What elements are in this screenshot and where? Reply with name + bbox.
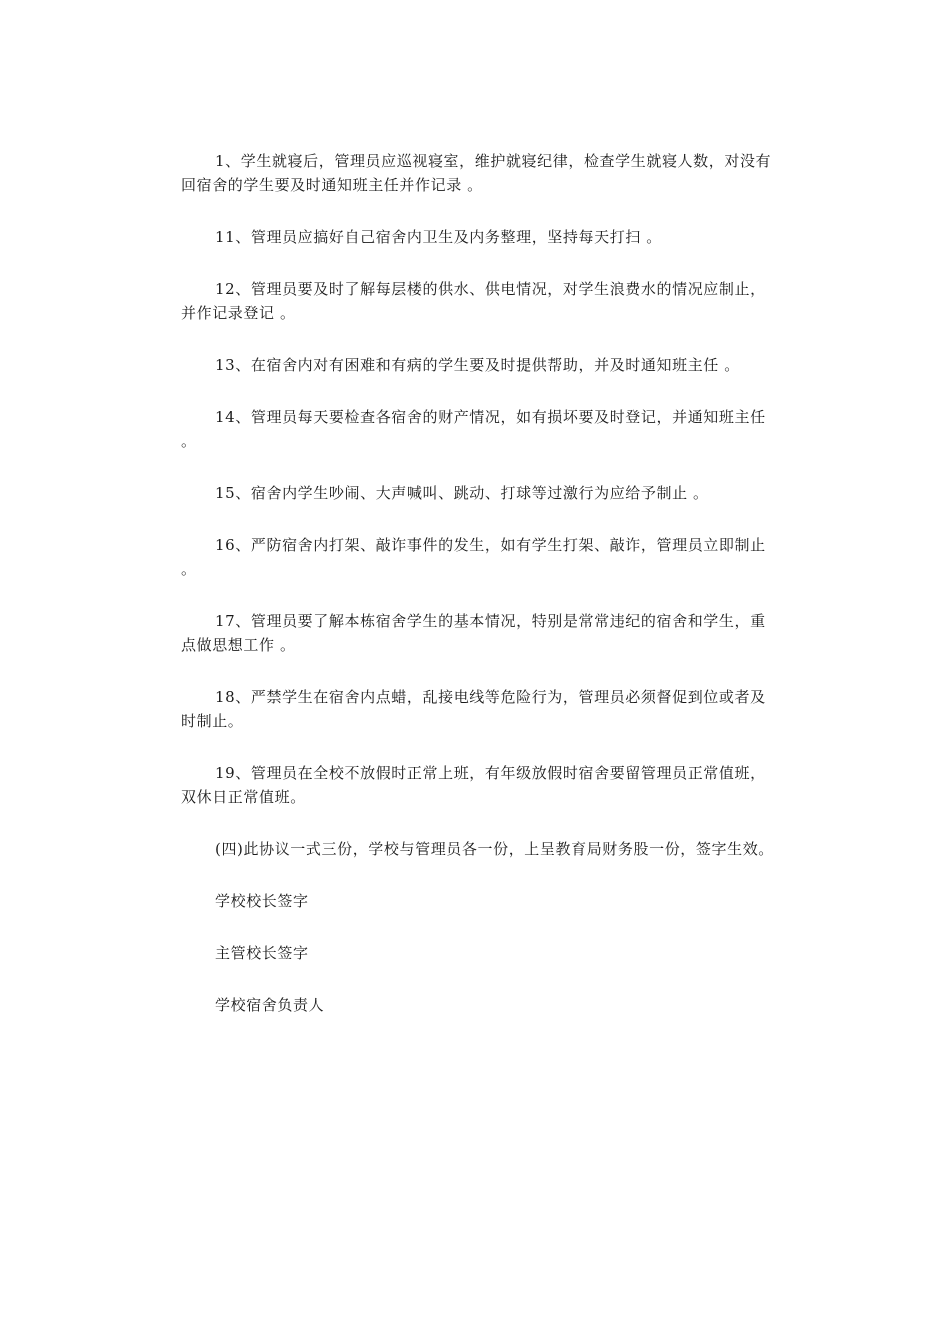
signature-principal: 学校校长签字 xyxy=(215,892,309,910)
paragraph-16: 16、严防宿舍内打架、敲诈事件的发生，如有学生打架、敲诈，管理员立即制止 。 xyxy=(181,536,766,578)
paragraph-12: 12、管理员要及时了解每层楼的供水、供电情况，对学生浪费水的情况应制止，并作记录登记 。 xyxy=(181,280,766,322)
paragraph-13: 13、在宿舍内对有困难和有病的学生要及时提供帮助，并及时通知班主任 。 xyxy=(215,356,740,374)
document-body xyxy=(181,149,781,1045)
signature-dormitory-head: 学校宿舍负责人 xyxy=(215,996,325,1014)
paragraph-1: 1、学生就寝后，管理员应巡视寝室，维护就寝纪律，检查学生就寝人数，对没有回宿舍的学生要及时通知班主任并作记录 。 xyxy=(181,152,772,194)
paragraph-15: 15、宿舍内学生吵闹、大声喊叫、跳动、打球等过激行为应给予制止 。 xyxy=(215,484,709,502)
paragraph-19: 19、管理员在全校不放假时正常上班，有年级放假时宿舍要留管理员正常值班，双休日正常值班。 xyxy=(181,764,766,806)
paragraph-14: 14、管理员每天要检查各宿舍的财产情况，如有损坏要及时登记，并通知班主任 。 xyxy=(181,408,766,450)
paragraph-18: 18、严禁学生在宿舍内点蜡，乱接电线等危险行为，管理员必须督促到位或者及时制止。 xyxy=(181,688,766,730)
paragraph-agreement-copies: (四)此协议一式三份，学校与管理员各一份，上呈教育局财务股一份，签字生效。 xyxy=(215,840,774,858)
paragraph-11: 11、管理员应搞好自己宿舍内卫生及内务整理，坚持每天打扫 。 xyxy=(215,228,662,246)
paragraph-17: 17、管理员要了解本栋宿舍学生的基本情况，特别是常常违纪的宿舍和学生，重点做思想工作 。 xyxy=(181,612,766,654)
signature-supervising-principal: 主管校长签字 xyxy=(215,944,309,962)
